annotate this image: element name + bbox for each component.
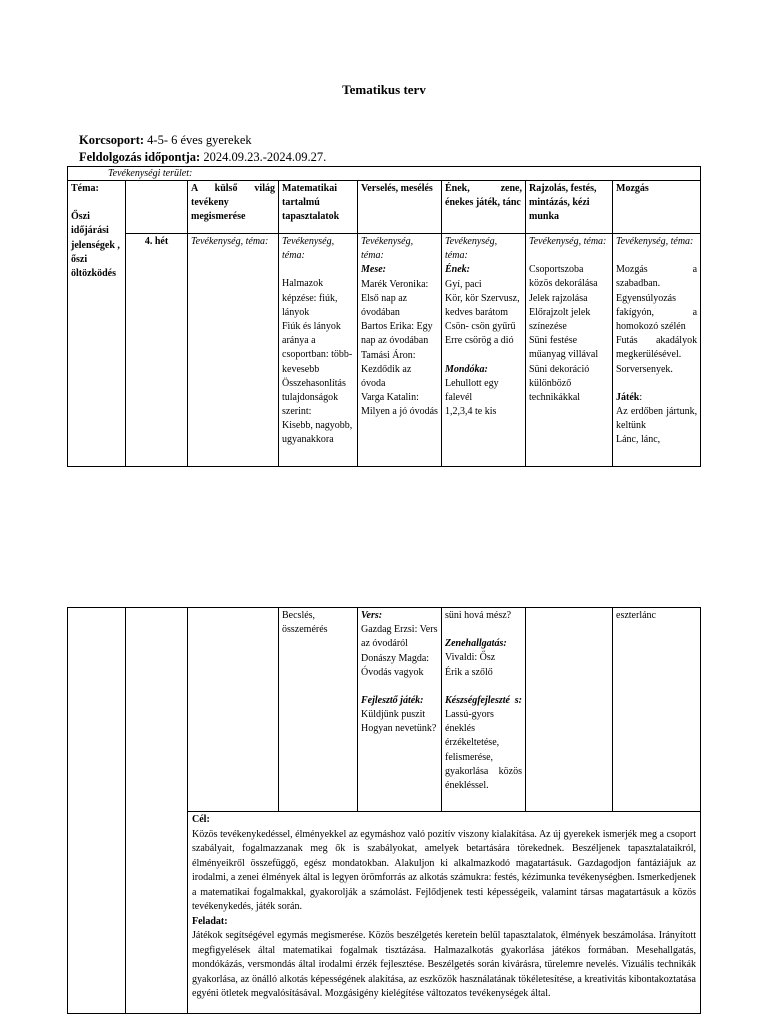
matematika-cont: [279, 608, 358, 812]
verseles-activity-label: Tevékenység, téma:: [361, 236, 414, 262]
kulso-vilag-content: Tevékenység, téma:: [188, 234, 279, 467]
enek-activity-label: Tevékenység, téma:: [445, 236, 498, 262]
mozgas-1: Mozgás a szabadban.: [616, 264, 698, 290]
rajz-2: Jelek rajzolása: [529, 292, 588, 304]
cel-label: Cél:: [192, 814, 210, 825]
korcsoport-line: [79, 133, 252, 148]
header-verseles: Verselés, mesélés: [358, 181, 442, 234]
header-rajzolas: Rajzolás, festés, mintázás, kézi munka: [526, 181, 613, 234]
jatek-2: Lánc, lánc,: [616, 434, 661, 446]
kulso-vilag-cont: [188, 608, 279, 812]
goals-cell: [188, 812, 701, 1014]
korcsoport-label: Korcsoport:: [79, 133, 145, 147]
jatek-label: Játék: [616, 391, 640, 403]
matek-line-4: Kisebb, nagyobb, ugyanakkora: [282, 420, 353, 446]
vers-2: Donászy Magda: Óvodás vagyok: [361, 652, 430, 678]
enek-cont: [442, 608, 526, 812]
fejleszto-1: Küldjünk puszit: [361, 709, 426, 721]
mondoka-label: Mondóka:: [445, 363, 488, 375]
feldolgozas-value: 2024.09.23.-2024.09.27.: [200, 150, 327, 164]
jatek-3: eszterlánc: [616, 610, 656, 621]
rajz-activity-label: Tevékenység, téma:: [529, 236, 607, 247]
plan-table-page1: [67, 166, 701, 467]
document-title: Tematikus terv: [342, 82, 426, 97]
mese-4: Varga Katalin: Milyen a jó óvodás: [361, 392, 438, 418]
mese-3: Tamási Áron: Kezdődik az óvoda: [361, 349, 416, 389]
fejleszto-2: Hogyan nevetünk?: [361, 723, 437, 735]
verseles-content: [358, 234, 442, 467]
plan-table-page2: [67, 607, 701, 1014]
matek-line-1: Halmazok képzése: fiúk, lányok: [282, 278, 338, 318]
tema-label: Téma:: [71, 183, 99, 194]
rajz-1: Csoportszoba közös dekorálása: [529, 264, 598, 290]
mozgas-2: Egyensúlyozás fakígyón, a homokozó szélén: [616, 292, 698, 332]
rajz-5: Süni dekoráció különböző technikákkal: [529, 363, 590, 403]
mese-1: Marék Veronika: Első nap az óvodában: [361, 278, 429, 318]
header-mozgas: Mozgás: [613, 181, 701, 234]
keszseg-text: Lassú-gyors éneklés érzékeltetése, felismerése, gyakorlása közös énekléssel.: [445, 708, 522, 791]
korcsoport-value: 4-5- 6 éves gyerekek: [144, 133, 252, 147]
tema-cell-cont: [68, 608, 126, 1014]
header-enek-zene: Ének, zene, énekes játék, tánc: [442, 181, 526, 234]
tema-topic: Őszi időjárási jelenségek , őszi öltözködés: [71, 211, 120, 279]
enek-label: Ének:: [445, 264, 470, 276]
zene-2: Érik a szőlő: [445, 666, 493, 678]
rajz-3: Előrajzolt jelek színezése: [529, 306, 591, 332]
mozgas-activity-label: Tevékenység, téma:: [616, 236, 694, 247]
vers-label: Vers:: [361, 610, 383, 621]
feladat-label: Feladat:: [192, 915, 228, 927]
mozgas-cont: [613, 608, 701, 812]
zenehallgatas-label: Zenehallgatás:: [445, 638, 507, 650]
enek-1: Gyí, paci: [445, 278, 482, 290]
enek-4: Erre csörög a dió: [445, 335, 514, 347]
enek-2: Kör, kör Szervusz, kedves barátom: [445, 292, 520, 318]
tema-cell: [68, 181, 126, 467]
rajzolas-cont: [526, 608, 613, 812]
enek-content: [442, 234, 526, 467]
matek-activity-label: Tevékenység, téma:: [282, 236, 335, 262]
rajzolas-content: [526, 234, 613, 467]
vers-1: Gazdag Erzsi: Vers az óvodáról: [361, 624, 438, 650]
mozgas-4: Sorversenyek.: [616, 363, 673, 375]
empty-header-cell: [126, 181, 188, 234]
week-cell-cont: [126, 608, 188, 1014]
feldolgozas-label: Feldolgozás időpontja:: [79, 150, 201, 164]
mondoka-2: 1,2,3,4 te kis: [445, 406, 497, 418]
matematika-content: [279, 234, 358, 467]
zene-1: Vivaldi: Ősz: [445, 652, 496, 664]
feladat-text: Játékok segítségével egymás megismerése. Közös beszélgetés keretein belül tapasztalatok, élmények beszámolása. Irányított megfigyelések által matematikai fogalmak tisztázása. Halmazalkotás gyakorlása játékos formában. Mesehallgatás, mondókázás, versmondás által irodalmi érzék fejlesztése. Beszélgetés során kivárásra, türelemre nevelés. Vizuális technikák gyakorlása, az önálló alkotás képességének alakítása, az eszközök használatának tökéletesítése, a kreativitás kibontakoztatása egyéni ötletek megvalósításával. Mozgásigény kielégítése változatos tevékenységek által.: [192, 930, 696, 999]
matek-line-2: Fiúk és lányok aránya a csoportban: több- kevesebb: [282, 320, 353, 375]
keszseg-label: Készségfejleszté s:: [445, 694, 522, 706]
enek-3: Csön- csön gyűrű: [445, 321, 516, 333]
fejleszto-label: Fejlesztő játék:: [361, 694, 424, 706]
verseles-cont: [358, 608, 442, 812]
week-label: 4. hét: [126, 234, 188, 467]
mondoka-3: süni hová mész?: [445, 610, 512, 621]
jatek-line: Játék:: [616, 391, 643, 403]
cel-text: Közös tevékenykedéssel, élményekkel az egymáshoz való pozitív viszony kialakítása. Az új gyerekek ismerjék meg a csoport szabályait, fogalmazzanak meg ők is szabályokat, amelyek betartására törekednek. Beszéljenek tapasztalataikról, élményeikről összefüggő, egész mondatokban. Alakuljon ki alkalmazkodó magatartásuk. Gazdagodjon fantáziájuk az irodalmi, a zenei élmények által is legyen örömforrás az alkotás számukra: festés, kézimunka tevékenységben. Ismerkedjenek a matematikai fogalmakkal, gyakorolják a számolást. Fejlődjenek testi képességeik, valamint társas magatartásuk a közös tevékenykedés, játék során.: [192, 828, 696, 912]
mozgas-content: [613, 234, 701, 467]
header-matematika: Matematikai tartalmú tapasztalatok: [279, 181, 358, 234]
mondoka-1: Lehullott egy falevél: [445, 377, 499, 403]
rajz-4: Süni festése műanyag villával: [529, 335, 599, 361]
header-kulso-vilag: A külső világ tevékeny megismerése: [188, 181, 279, 234]
matek-line-3: Összehasonlítás tulajdonságok szerint:: [282, 377, 346, 418]
mese-2: Bartos Erika: Egy nap az óvodában: [361, 321, 433, 347]
feldolgozas-line: [79, 150, 326, 165]
keszseg-block: [445, 694, 522, 793]
mozgas-3: Futás akadályok megkerülésével.: [616, 335, 698, 361]
activity-area-heading: Tevékenységi terület:: [68, 167, 701, 181]
mese-label: Mese:: [361, 264, 386, 276]
matek-line-5: Becslés, összemérés: [282, 610, 328, 636]
jatek-1: Az erdőben jártunk, keltünk: [616, 405, 698, 432]
